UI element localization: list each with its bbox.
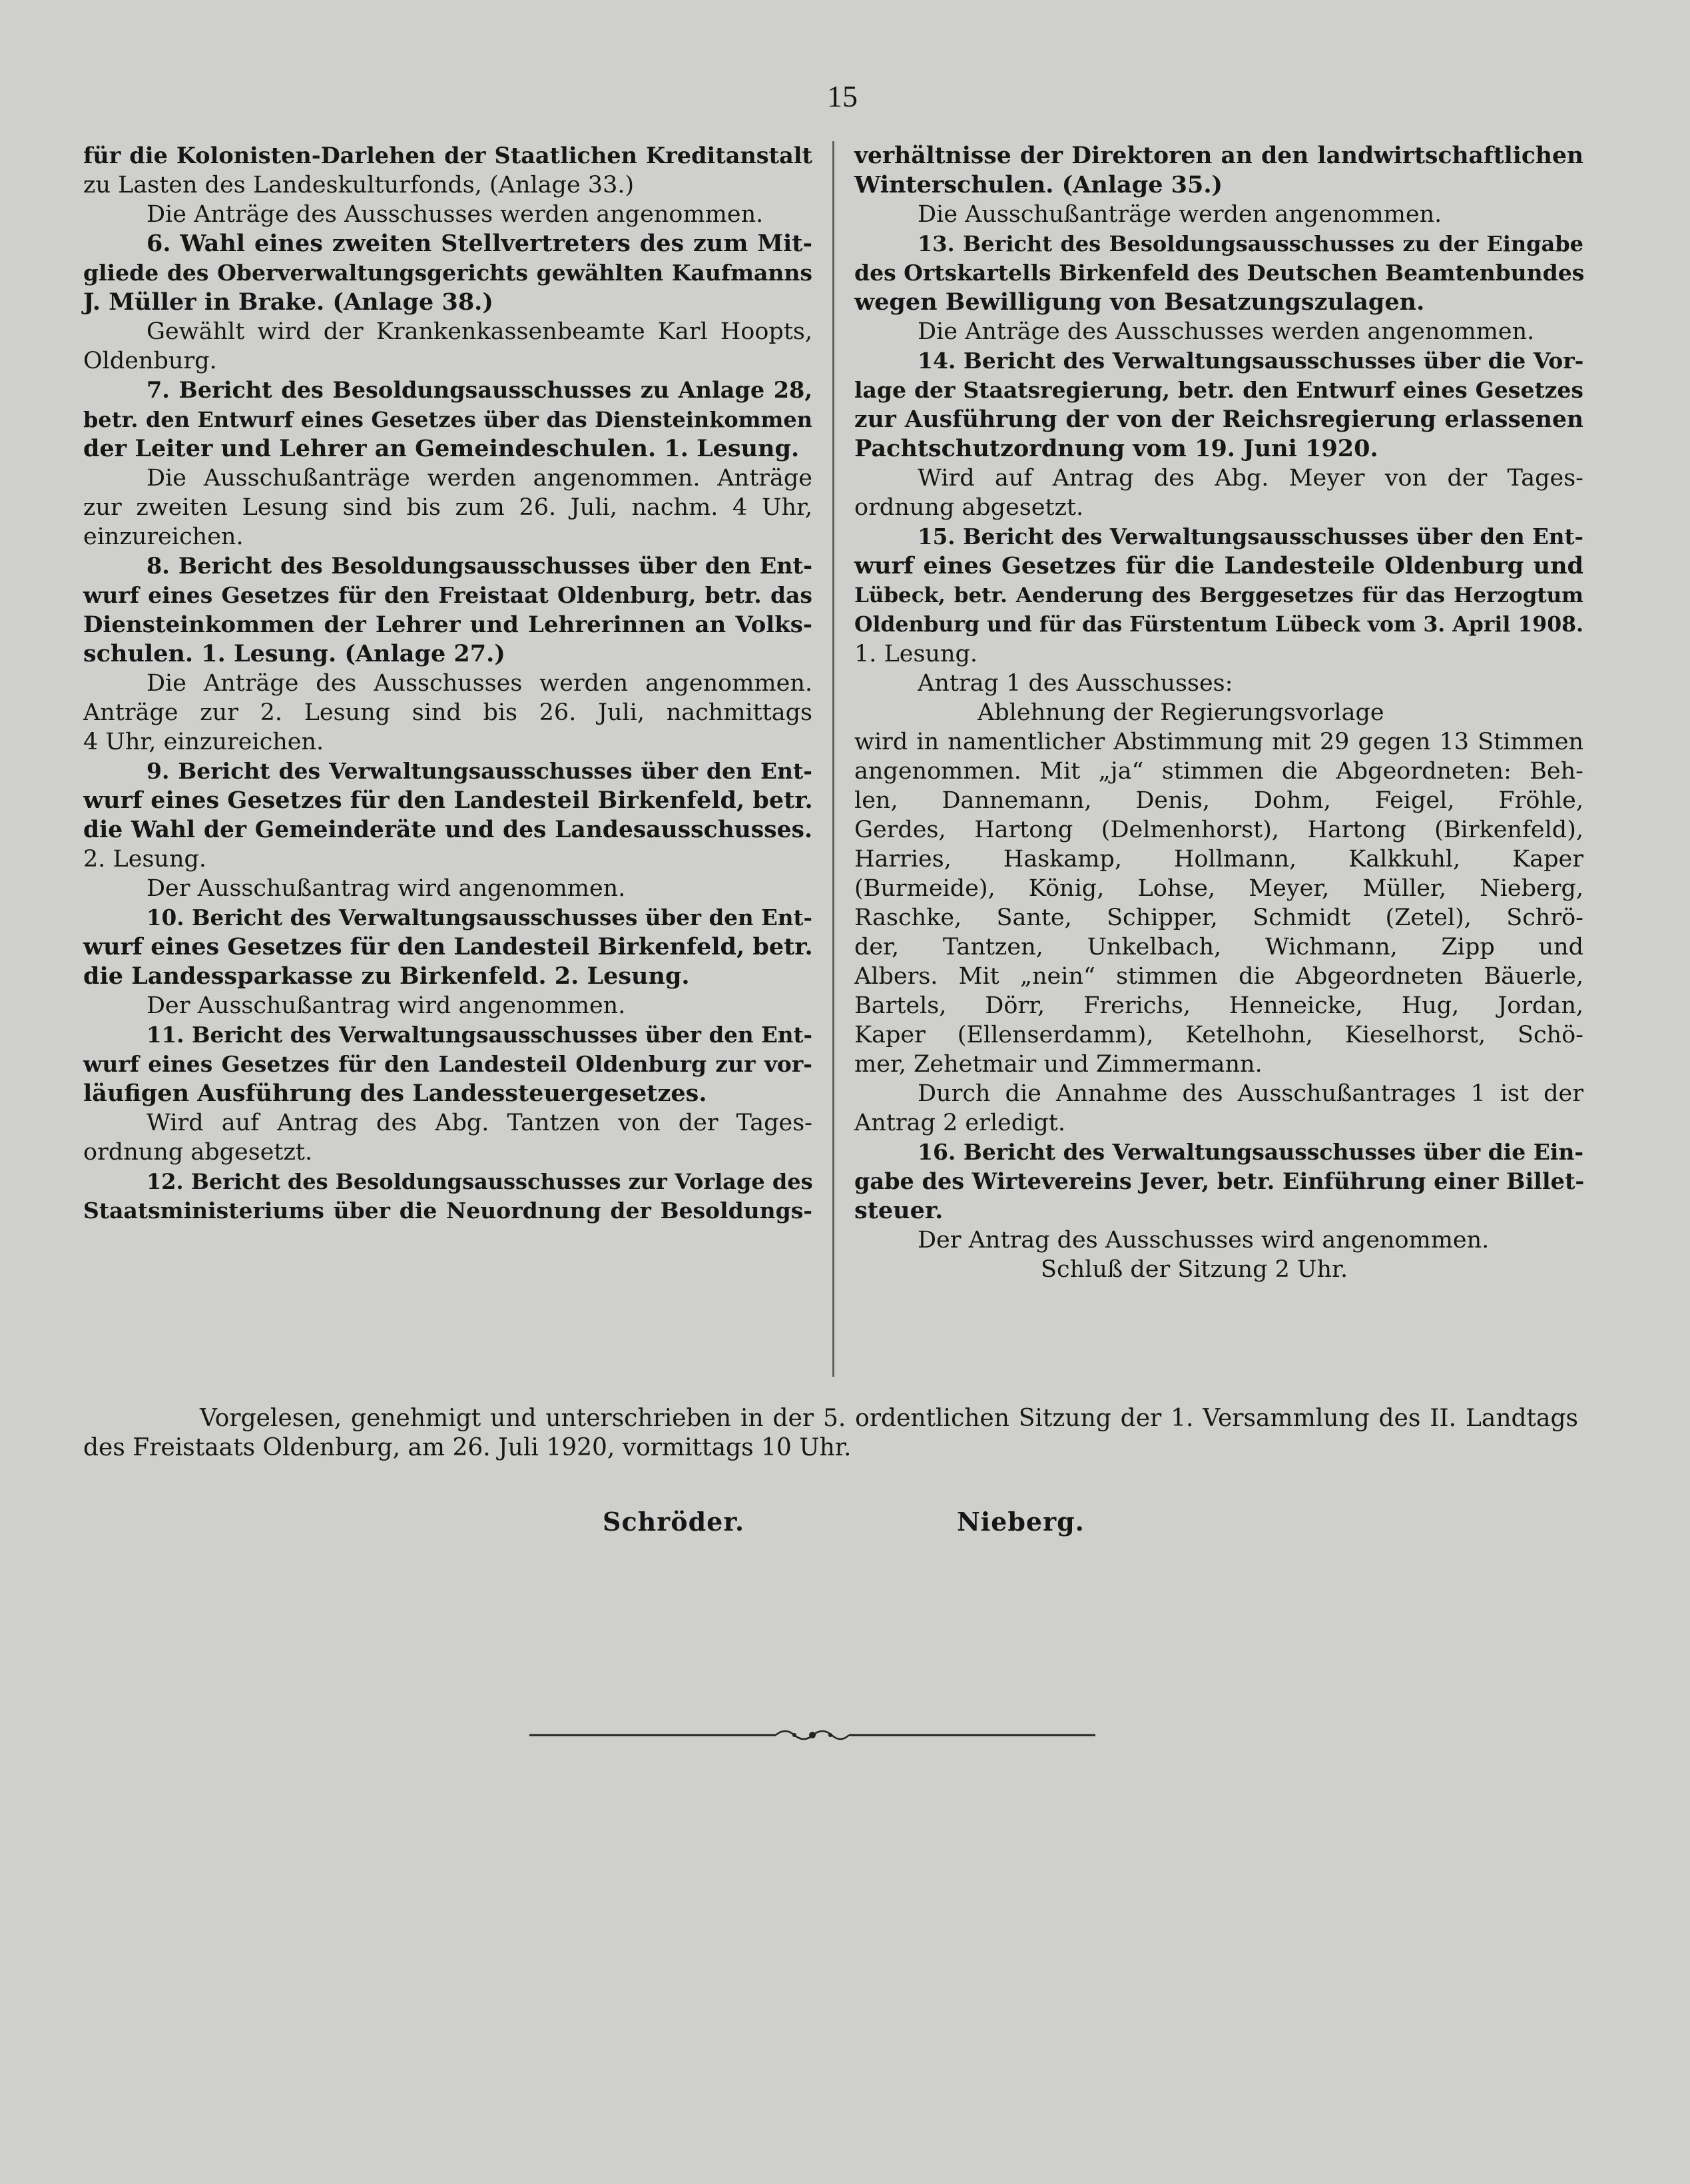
right-column-line: 14. Bericht des Verwaltungsausschusses über die Vor-: [918, 348, 1584, 374]
left-column-line: Der Ausschußantrag wird angenommen.: [146, 875, 626, 902]
right-column-line: gabe des Wirtevereins Jever, betr. Einführung einer Billet-: [854, 1168, 1585, 1194]
left-column-line: betr. den Entwurf eines Gesetzes über das Diensteinkommen: [83, 407, 812, 432]
left-column-line: 4 Uhr, einzureichen.: [83, 729, 324, 755]
right-column-line: Bartels, Dörr, Frerichs, Henneicke, Hug, Jordan,: [854, 992, 1583, 1019]
signature-nieberg: Nieberg.: [957, 1507, 1085, 1537]
right-column-line: 16. Bericht des Verwaltungsausschusses über die Ein-: [918, 1139, 1584, 1165]
left-column-line: wurf eines Gesetzes für den Freistaat Oldenburg, betr. das: [83, 582, 812, 608]
right-column-line: Albers. Mit „nein“ stimmen die Abgeordneten Bäuerle,: [854, 963, 1583, 990]
right-column-line: Winterschulen. (Anlage 35.): [854, 171, 1223, 198]
ornamental-rule: [529, 1725, 1095, 1745]
left-column: [83, 141, 812, 1226]
right-column-line: mer, Zehetmair und Zimmermann.: [854, 1051, 1263, 1078]
right-column-line: Lübeck, betr. Aenderung des Berggesetzes für das Herzogtum: [854, 583, 1583, 607]
left-column-line: Staatsministeriums über die Neuordnung der Besoldungs-: [83, 1198, 812, 1224]
page-number: 15: [827, 79, 858, 113]
right-column-line: steuer.: [854, 1197, 944, 1224]
right-column-line: 13. Bericht des Besoldungsausschusses zu der Eingabe: [918, 231, 1583, 256]
left-column-line: Wird auf Antrag des Abg. Tantzen von der Tages-: [146, 1110, 812, 1136]
left-column-line: 7. Bericht des Besoldungsausschusses zu Anlage 28,: [146, 377, 812, 403]
left-column-line: J. Müller in Brake. (Anlage 38.): [83, 288, 493, 316]
right-column-line: Gerdes, Hartong (Delmenhorst), Hartong (Birkenfeld),: [854, 817, 1583, 843]
left-column-line: zur zweiten Lesung sind bis zum 26. Juli, nachm. 4 Uhr,: [83, 494, 812, 521]
right-column-line: 15. Bericht des Verwaltungsausschusses über den Ent-: [918, 524, 1583, 549]
left-column-line: wurf eines Gesetzes für den Landesteil Oldenburg zur vor-: [83, 1051, 812, 1077]
right-column-line: wird in namentlicher Abstimmung mit 29 gegen 13 Stimmen: [854, 729, 1583, 755]
left-column-line: Anträge zur 2. Lesung sind bis 26. Juli, nachmittags: [83, 699, 812, 726]
right-column-line: wegen Bewilligung von Besatzungszulagen.: [854, 288, 1425, 316]
right-column-line: wurf eines Gesetzes für die Landesteile Oldenburg und: [854, 552, 1583, 579]
left-column-line: 9. Bericht des Verwaltungsausschusses über den Ent-: [146, 758, 812, 784]
right-column-line: lage der Staatsregierung, betr. den Entwurf eines Gesetzes: [854, 377, 1583, 403]
attestation-paragraph: [83, 1404, 1578, 1463]
left-column-line: 11. Bericht des Verwaltungsausschusses über den Ent-: [146, 1022, 812, 1048]
right-column-line: angenommen. Mit „ja“ stimmen die Abgeordneten: Beh-: [854, 758, 1583, 785]
signature-schroeder: Schröder.: [603, 1507, 745, 1537]
left-column-line: Gewählt wird der Krankenkassenbeamte Karl Hoopts,: [146, 318, 812, 345]
left-column-line: 10. Bericht des Verwaltungsausschusses über den Ent-: [146, 905, 812, 930]
left-column-line: Die Ausschußanträge werden angenommen. Anträge: [146, 465, 812, 492]
left-column-line: Diensteinkommen der Lehrer und Lehrerinnen an Volks-: [83, 611, 812, 638]
right-column-line: zur Ausführung der von der Reichsregierung erlassenen: [854, 406, 1583, 433]
left-column-line: wurf eines Gesetzes für den Landesteil Birkenfeld, betr.: [83, 787, 813, 814]
left-column-line: 12. Bericht des Besoldungsausschusses zur Vorlage des: [146, 1169, 813, 1194]
right-column-line: verhältnisse der Direktoren an den landwirtschaftlichen: [854, 143, 1583, 169]
attestation-line-2: des Freistaats Oldenburg, am 26. Juli 1920, vormittags 10 Uhr.: [83, 1434, 852, 1461]
left-column-line: der Leiter und Lehrer an Gemeindeschulen. 1. Lesung.: [83, 435, 800, 462]
right-column-line: Die Anträge des Ausschusses werden angenommen.: [918, 318, 1535, 345]
right-column-line: Kaper (Ellenserdamm), Ketelhohn, Kieselhorst, Schö-: [854, 1022, 1583, 1048]
right-column-line: Die Ausschußanträge werden angenommen.: [918, 201, 1442, 228]
column-divider: [832, 141, 834, 1377]
left-column-line: Die Anträge des Ausschusses werden angenommen.: [146, 670, 812, 697]
right-column-line: Schluß der Sitzung 2 Uhr.: [1041, 1256, 1348, 1283]
right-column-line: Oldenburg und für das Fürstentum Lübeck vom 3. April 1908.: [854, 612, 1583, 637]
left-column-line: 6. Wahl eines zweiten Stellvertreters des zum Mit-: [146, 230, 812, 257]
left-column-line: Der Ausschußantrag wird angenommen.: [146, 992, 626, 1019]
right-column-line: (Burmeide), König, Lohse, Meyer, Müller, Nieberg,: [854, 875, 1583, 902]
right-column-line: 1. Lesung.: [854, 641, 978, 667]
left-column-line: 8. Bericht des Besoldungsausschusses über den Ent-: [146, 553, 812, 579]
right-column-line: Pachtschutzordnung vom 19. Juni 1920.: [854, 435, 1378, 462]
right-column-line: Raschke, Sante, Schipper, Schmidt (Zetel), Schrö-: [854, 905, 1583, 931]
right-column-line: Ablehnung der Regierungsvorlage: [978, 699, 1384, 726]
left-column-line: für die Kolonisten-Darlehen der Staatlichen Kreditanstalt: [83, 143, 812, 169]
right-column-line: Durch die Annahme des Ausschußantrages 1 ist der: [918, 1080, 1583, 1107]
right-column-line: der, Tantzen, Unkelbach, Wichmann, Zipp und: [854, 934, 1583, 960]
left-column-line: läufigen Ausführung des Landessteuergesetzes.: [83, 1080, 707, 1107]
left-column-line: wurf eines Gesetzes für den Landesteil Birkenfeld, betr.: [83, 933, 813, 960]
right-column-line: len, Dannemann, Denis, Dohm, Feigel, Fröhle,: [854, 787, 1583, 814]
left-column-line: die Wahl der Gemeinderäte und des Landesausschusses.: [83, 817, 812, 843]
right-column-line: Der Antrag des Ausschusses wird angenommen.: [918, 1227, 1490, 1254]
left-column-line: ordnung abgesetzt.: [83, 1139, 313, 1166]
left-column-line: gliede des Oberverwaltungsgerichts gewählten Kaufmanns: [83, 260, 812, 286]
left-column-line: zu Lasten des Landeskulturfonds, (Anlage 33.): [83, 172, 635, 198]
right-column-line: ordnung abgesetzt.: [854, 494, 1084, 521]
right-column: [854, 141, 1583, 1284]
right-column-line: Wird auf Antrag des Abg. Meyer von der Tages-: [918, 465, 1583, 492]
right-column-line: Harries, Haskamp, Hollmann, Kalkkuhl, Kaper: [854, 846, 1583, 873]
left-column-line: die Landessparkasse zu Birkenfeld. 2. Lesung.: [83, 962, 690, 990]
left-column-line: Die Anträge des Ausschusses werden angenommen.: [146, 201, 764, 228]
attestation-line-1: Vorgelesen, genehmigt und unterschrieben in der 5. ordentlichen Sitzung der 1. Versammlung des II. Landtags: [200, 1405, 1578, 1432]
left-column-line: einzureichen.: [83, 524, 244, 550]
right-column-line: Antrag 1 des Ausschusses:: [918, 670, 1233, 697]
right-column-line: Antrag 2 erledigt.: [854, 1110, 1065, 1136]
right-column-line: des Ortskartells Birkenfeld des Deutschen Beamtenbundes: [854, 260, 1585, 286]
left-column-line: Oldenburg.: [83, 348, 217, 374]
left-column-line: schulen. 1. Lesung. (Anlage 27.): [83, 640, 505, 667]
left-column-line: 2. Lesung.: [83, 846, 207, 873]
